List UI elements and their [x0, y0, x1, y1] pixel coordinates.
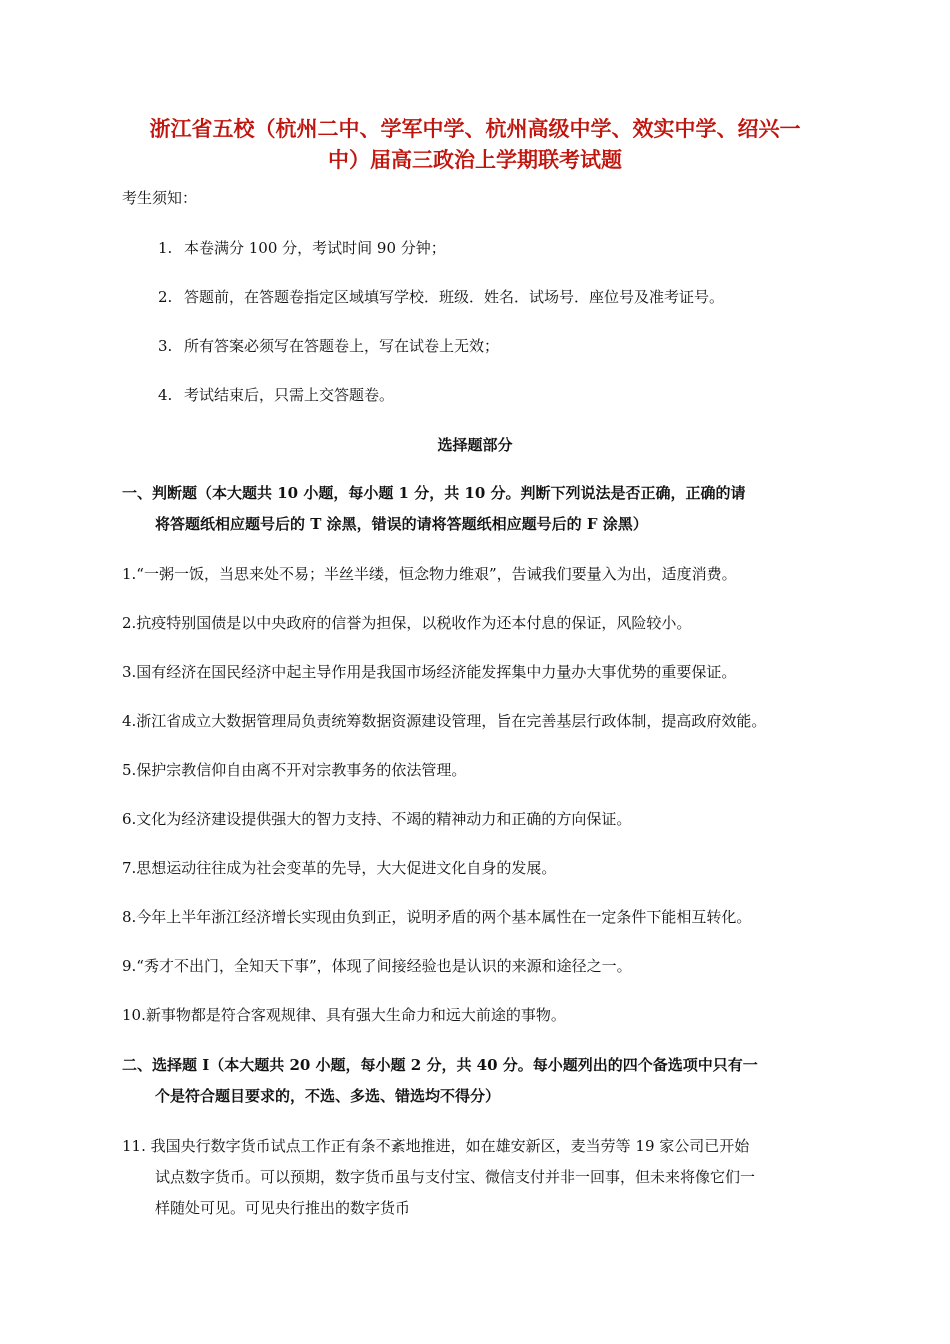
- part2-heading-line-1: 二、选择题 I（本大题共 20 小题，每小题 2 分，共 40 分。每小题列出的四个备选项中只有一: [122, 1056, 758, 1074]
- question-item: 3.国有经济在国民经济中起主导作用是我国市场经济能发挥集中力量办大事优势的重要保证。: [122, 663, 737, 681]
- part1-heading-line-1: 一、判断题（本大题共 10 小题，每小题 1 分，共 10 分。判断下列说法是否正确，正确的请: [122, 484, 746, 502]
- question-item: 5.保护宗教信仰自由离不开对宗教事务的依法管理。: [122, 761, 467, 779]
- question-item: 2.抗疫特别国债是以中央政府的信誉为担保，以税收作为还本付息的保证，风险较小。: [122, 614, 692, 632]
- notice-item-text: 答题前，在答题卷指定区域填写学校．班级．姓名．试场号．座位号及准考证号。: [184, 288, 725, 306]
- question-item: 1.“一粥一饭，当思来处不易；半丝半缕，恒念物力维艰”，告诫我们要量入为出，适度消费。: [122, 565, 737, 583]
- notice-item: [158, 384, 394, 406]
- question-item: 8.今年上半年浙江经济增长实现由负到正，说明矛盾的两个基本属性在一定条件下能相互转化。: [122, 908, 752, 926]
- notice-heading: 考生须知：: [122, 189, 198, 207]
- question-item: 6.文化为经济建设提供强大的智力支持、不竭的精神动力和正确的方向保证。: [122, 810, 632, 828]
- question-item: 10.新事物都是符合客观规律、具有强大生命力和远大前途的事物。: [122, 1006, 566, 1024]
- notice-item-text: 本卷满分 100 分，考试时间 90 分钟；: [184, 239, 446, 257]
- part1-heading-line-2: 将答题纸相应题号后的 T 涂黑，错误的请将答题纸相应题号后的 F 涂黑）: [155, 515, 648, 533]
- question-11-line-2: 试点数字货币。可以预期，数字货币虽与支付宝、微信支付并非一回事，但未来将像它们一: [155, 1168, 756, 1186]
- question-11-line-3: 样随处可见。可见央行推出的数字货币: [155, 1199, 411, 1217]
- notice-item: [158, 286, 724, 308]
- exam-title-line-1: 浙江省五校（杭州二中、学军中学、杭州高级中学、效实中学、绍兴一: [149, 116, 801, 141]
- notice-item: [158, 237, 446, 259]
- notice-item-text: 所有答案必须写在答题卷上，写在试卷上无效；: [184, 337, 500, 355]
- notice-item-number: 3.: [158, 337, 173, 355]
- notice-item: [158, 335, 499, 357]
- notice-item-number: 2.: [158, 288, 173, 306]
- notice-item-number: 1.: [158, 239, 173, 257]
- question-11-line-1: 11. 我国央行数字货币试点工作正有条不紊地推进，如在雄安新区，麦当劳等 19 家公司已开始: [122, 1137, 750, 1155]
- exam-title-line-2: 中）届高三政治上学期联考试题: [328, 147, 622, 172]
- question-item: 9.“秀才不出门，全知天下事”，体现了间接经验也是认识的来源和途径之一。: [122, 957, 632, 975]
- notice-item-text: 考试结束后，只需上交答题卷。: [184, 386, 395, 404]
- question-item: 7.思想运动往往成为社会变革的先导，大大促进文化自身的发展。: [122, 859, 557, 877]
- part2-heading-line-2: 个是符合题目要求的，不选、多选、错选均不得分）: [155, 1087, 501, 1105]
- notice-item-number: 4.: [158, 386, 173, 404]
- question-item: 4.浙江省成立大数据管理局负责统筹数据资源建设管理，旨在完善基层行政体制，提高政府效能。: [122, 712, 767, 730]
- section-title: 选择题部分: [437, 436, 513, 454]
